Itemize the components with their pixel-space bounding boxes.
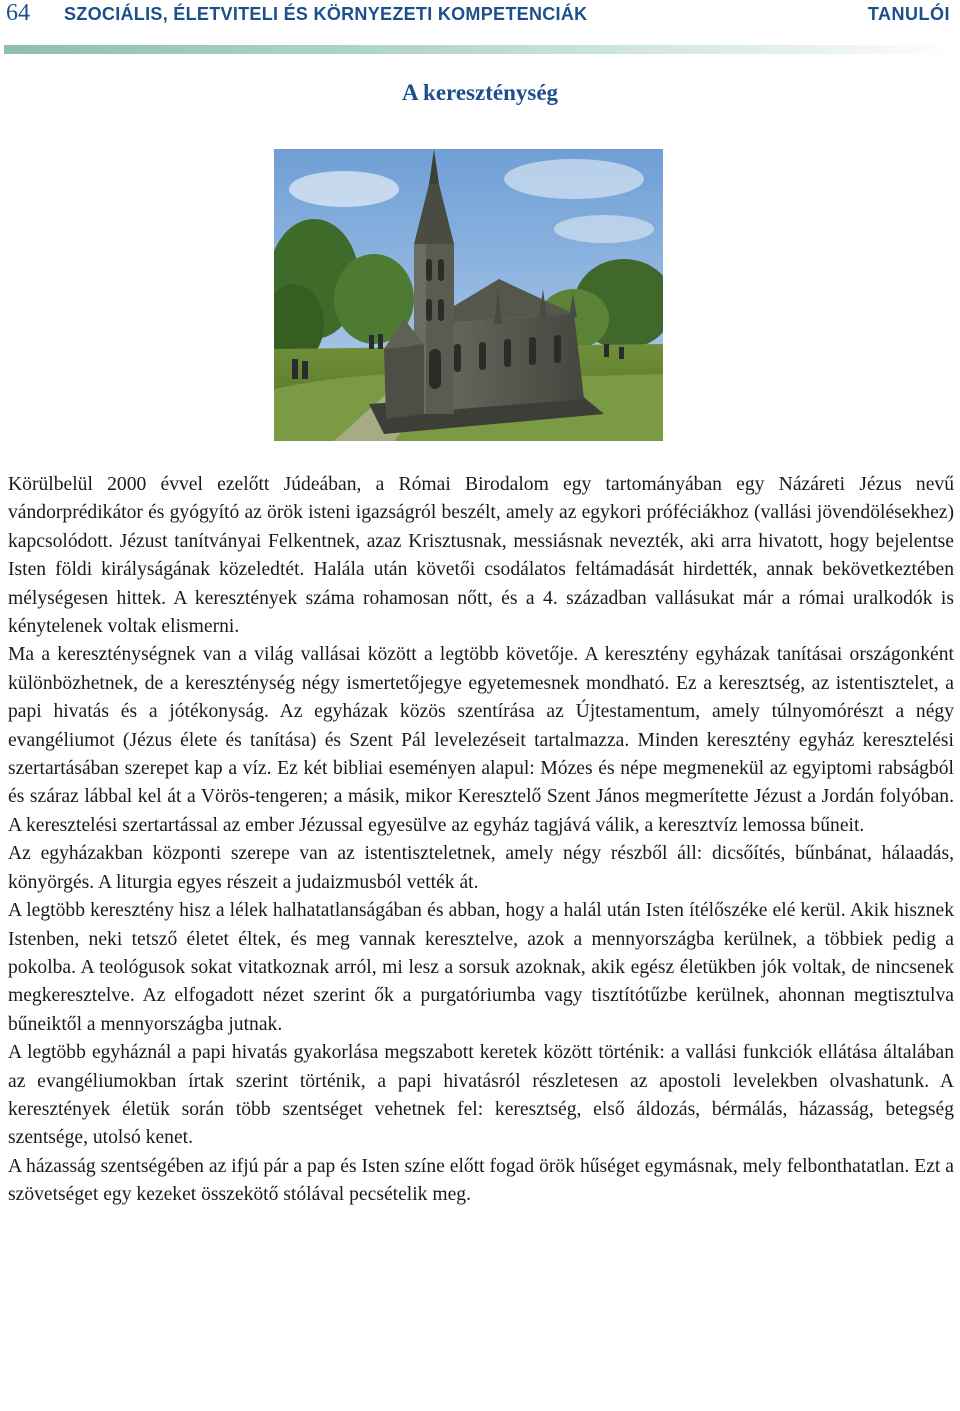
- section-title: SZOCIÁLIS, ÉLETVITELI ÉS KÖRNYEZETI KOMPETENCIÁK: [64, 4, 588, 24]
- paragraph: A házasság szentségében az ifjú pár a pap és Isten színe előtt fogad örök hűséget egymásnak, mely felbonthatatlan. Ezt a szövetséget egy kezeket összekötő stólával pecsételik meg.: [8, 1155, 954, 1206]
- paragraph: Körülbelül 2000 évvel ezelőtt Júdeában, a Római Birodalom egy tartományában egy Názáreti Jézus nevű vándorprédikátor és gyógyító az örök isteni igazságról beszélt, amely az egykori próféciákhoz (vallási jövendölésekhez) kapcsolódott. Jézust tanítványai Felkentnek, azaz Krisztusnak, messiásnak nevezték, aki arra hivatott, hogy bejelentse Isten földi királyságának közeledtét. Halála után követői csodálatos feltámadását hirdették, annak bekövetkeztében mélységesen hittek. A keresztények száma rohamosan nőtt, és a 4. században vallásukat már a római uralkodók is kénytelenek voltak elismerni.: [8, 474, 954, 638]
- paragraph: Az egyházakban központi szerepe van az istentiszteletnek, amely négy részből áll: dicsőítés, bűnbánat, hálaadás, könyörgés. A liturgia egyes részeit a judaizmusból vették át.: [8, 843, 954, 893]
- paragraph: A legtöbb keresztény hisz a lélek halhatatlanságában és abban, hogy a halál után Isten ítélőszéke elé kerül. Akik hisznek Istenben, neki tetsző életet éltek, és meg vannak keresztelve, azok a mennyországba kerülnek, a többiek pedig a pokolba. A teológusok sokat vitatkoznak arról, mi lesz a sorsuk azoknak, akik egész életükben jók voltak, de nincsenek megkeresztelve. Az elfogadott nézet szerint ők a purgatóriumba vagy tisztítótűzbe kerülnek, ahonnan megtisztulva bűneiktől a mennyországba jutnak.: [8, 900, 954, 1035]
- audience-label: TANULÓI: [867, 4, 950, 24]
- church-model-photo: [274, 149, 663, 441]
- paragraph: Ma a kereszténységnek van a világ vallásai között a legtöbb követője. A keresztény egyházak tanításai országonként különbözhetnek, de a kereszténység négy ismertetőjegye egyetemesnek mondható. Ez a keresztség, az istentisztelet, a papi hivatás és a jótékonyság. Az egyházak közös szentírása az Újtestamentum, amely túlnyomórészt a négy evangéliumot (Jézus élete és tanítása) és Szent Pál levelezéseit tartalmazza. Minden keresztény egyház keresztelési szertartásában szerepet kap a víz. Ez két bibliai eseményen alapul: Mózes és népe megmenekül az egyiptomi rabságból és száraz lábbal kel át a Vörös-tengeren; a másik, mikor Keresztelő Szent János megmerítette Jézust a Jordán folyóban. A keresztelési szertartással az ember Jézussal egyesülve az egyház tagjává válik, a keresztvíz lemossa bűneit.: [8, 644, 954, 836]
- article-title: A kereszténység: [401, 80, 559, 105]
- header-divider: [4, 45, 956, 54]
- article-body: [8, 471, 954, 1210]
- paragraph: A legtöbb egyháznál a papi hivatás gyakorlása megszabott keretek között történik: a vallási funkciók ellátása általában az evangéliumokban írtak szerint történik, a papi hivatásról részletesen az apostoli levelekben olvashatunk. A keresztények életük során több szentséget vehetnek fel: keresztség, első áldozás, bérmálás, házasság, betegség szentsége, utolsó kenet.: [8, 1042, 954, 1149]
- page-header: [0, 0, 960, 30]
- page-number: 64: [6, 0, 30, 26]
